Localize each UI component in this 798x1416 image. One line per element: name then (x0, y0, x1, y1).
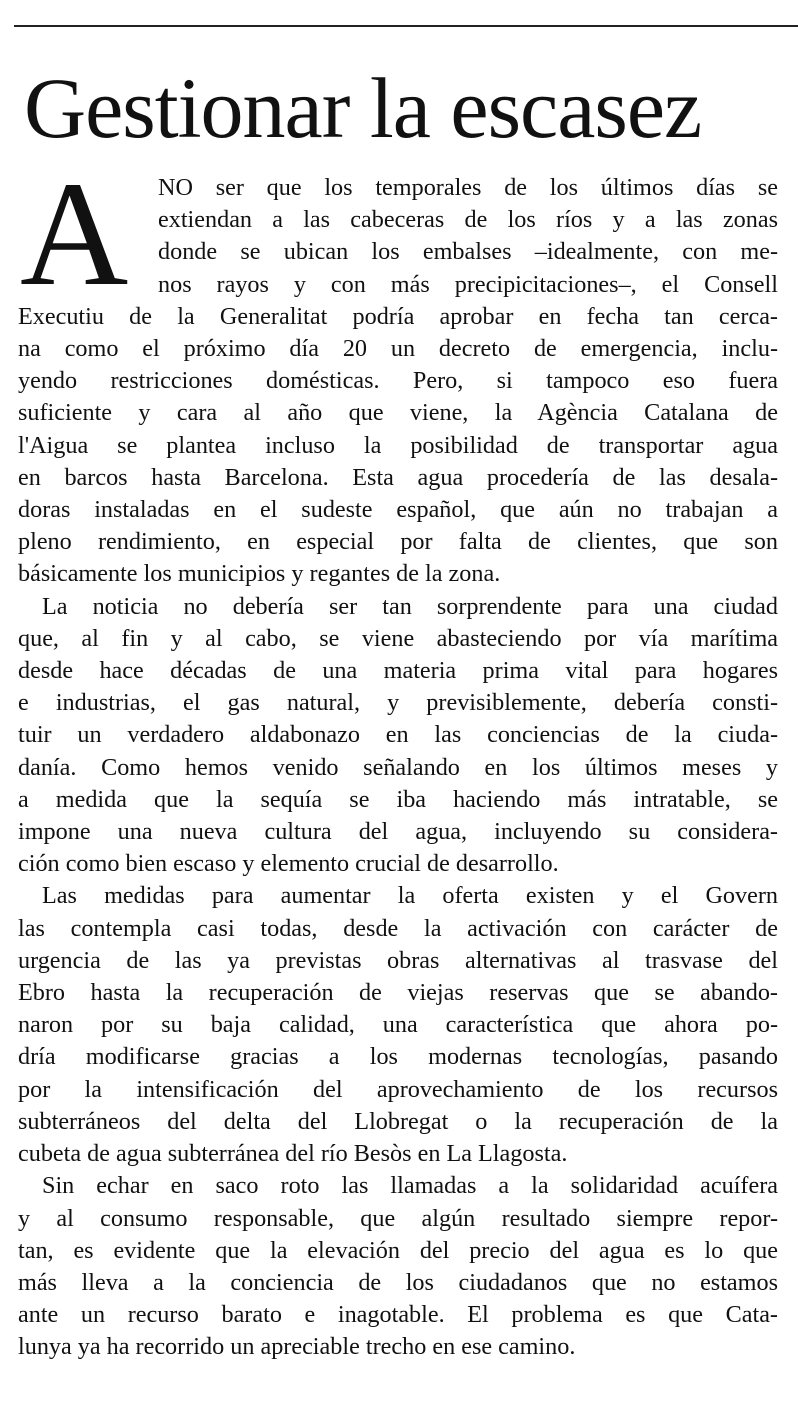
top-rule (14, 25, 798, 27)
article-paragraphs (18, 172, 778, 1364)
article-line: las contempla casi todas, desde la activación con carácter de (18, 914, 778, 942)
article-line: e industrias, el gas natural, y previsiblemente, debería consti- (18, 689, 778, 717)
article-line: pleno rendimiento, en especial por falta de clientes, que son (18, 528, 778, 556)
article-line: dría modificarse gracias a los modernas tecnologías, pasando (18, 1043, 778, 1071)
article-line: ción como bien escaso y elemento crucial de desarrollo. (18, 850, 559, 878)
article-line: más lleva a la conciencia de los ciudadanos que no estamos (18, 1268, 778, 1296)
article-paragraph (18, 172, 778, 591)
article-paragraph (18, 591, 778, 881)
article-line: Sin echar en saco roto las llamadas a la solidaridad acuífera (42, 1172, 778, 1200)
article-line: ante un recurso barato e inagotable. El problema es que Cata- (18, 1301, 778, 1329)
article-line: doras instaladas en el sudeste español, que aún no trabajan a (18, 496, 778, 524)
drop-cap: A (20, 151, 129, 317)
article-line: Executiu de la Generalitat podría aprobar en fecha tan cerca- (18, 302, 778, 330)
article-line: en barcos hasta Barcelona. Esta agua procedería de las desala- (18, 463, 778, 491)
article-line: impone una nueva cultura del agua, incluyendo su considera- (18, 818, 778, 846)
article-line: Las medidas para aumentar la oferta existen y el Govern (42, 882, 778, 910)
article-line: l'Aigua se plantea incluso la posibilidad de transportar agua (18, 431, 778, 459)
article-line: Ebro hasta la recuperación de viejas reservas que se abando- (18, 979, 778, 1007)
article-line: yendo restricciones domésticas. Pero, si tampoco eso fuera (18, 367, 778, 395)
article-headline: Gestionar la escasez (24, 60, 702, 156)
article-line: y al consumo responsable, que algún resultado siempre repor- (18, 1204, 778, 1232)
article-line: desde hace décadas de una materia prima vital para hogares (18, 657, 778, 685)
article-line: donde se ubican los embalses –idealmente, con me- (158, 238, 778, 266)
article-line: suficiente y cara al año que viene, la Agència Catalana de (18, 399, 778, 427)
article-line: que, al fin y al cabo, se viene abasteciendo por vía marítima (18, 624, 778, 652)
article-line: tuir un verdadero aldabonazo en las conciencias de la ciuda- (18, 721, 778, 749)
article-line: nos rayos y con más precipicitaciones–, el Consell (158, 270, 778, 298)
article-paragraph (18, 880, 778, 1170)
article-line: subterráneos del delta del Llobregat o la recuperación de la (18, 1107, 778, 1135)
article-line: danía. Como hemos venido señalando en los últimos meses y (18, 753, 778, 781)
article-line: La noticia no debería ser tan sorprendente para una ciudad (42, 592, 778, 620)
article-line: a medida que la sequía se iba haciendo más intratable, se (18, 785, 778, 813)
article-line: urgencia de las ya previstas obras alternativas al trasvase del (18, 946, 778, 974)
article-line: por la intensificación del aprovechamiento de los recursos (18, 1075, 778, 1103)
article-body (18, 151, 778, 1364)
article-paragraph (18, 1170, 778, 1363)
article-line: básicamente los municipios y regantes de la zona. (18, 560, 501, 588)
article-line: cubeta de agua subterránea del río Besòs en La Llagosta. (18, 1140, 568, 1168)
article-line: lunya ya ha recorrido un apreciable trecho en ese camino. (18, 1333, 576, 1361)
article-line: tan, es evidente que la elevación del precio del agua es lo que (18, 1236, 778, 1264)
article-line: NO ser que los temporales de los últimos días se (158, 174, 778, 201)
article-line: extiendan a las cabeceras de los ríos y a las zonas (158, 206, 778, 234)
article-line: na como el próximo día 20 un decreto de emergencia, inclu- (18, 335, 778, 363)
article-line: naron por su baja calidad, una característica que ahora po- (18, 1011, 778, 1039)
